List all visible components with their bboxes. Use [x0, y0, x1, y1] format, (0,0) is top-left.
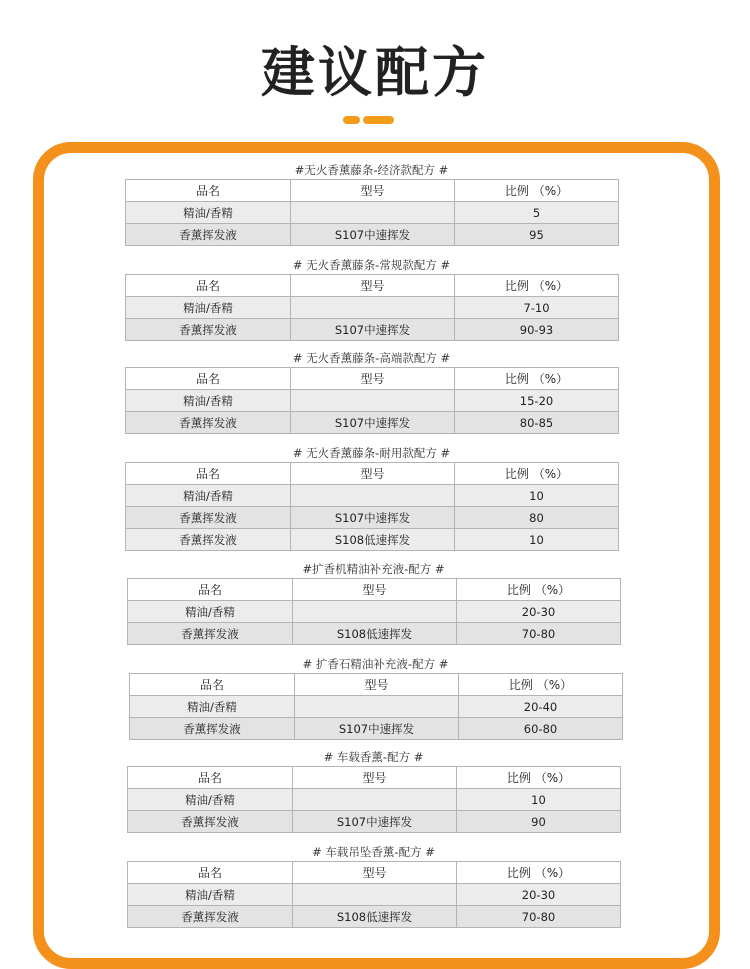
- cell-model: [291, 202, 455, 224]
- cell-name: 精油/香精: [126, 485, 291, 507]
- header-ratio: 比例 （%）: [455, 180, 619, 202]
- header-ratio: 比例 （%）: [457, 579, 621, 601]
- cell-name: 香薰挥发液: [126, 224, 291, 246]
- cell-name: 香薰挥发液: [126, 319, 291, 341]
- header-model: 型号: [293, 579, 457, 601]
- table-row: [126, 297, 619, 319]
- cell-model: S107中速挥发: [291, 507, 455, 529]
- table-header-row: [128, 767, 621, 789]
- table-row: [130, 718, 623, 740]
- recipe-table: [125, 367, 619, 434]
- cell-ratio: 60-80: [459, 718, 623, 740]
- table-header-row: [126, 368, 619, 390]
- cell-ratio: 20-30: [457, 884, 621, 906]
- table-header-row: [126, 180, 619, 202]
- cell-name: 精油/香精: [126, 390, 291, 412]
- cell-ratio: 70-80: [457, 623, 621, 645]
- cell-name: 香薰挥发液: [126, 507, 291, 529]
- table-row: [130, 696, 623, 718]
- table-row: [126, 390, 619, 412]
- cell-ratio: 10: [455, 485, 619, 507]
- section-title: # 无火香薰藤条-常规款配方 #: [292, 258, 451, 272]
- cell-name: 精油/香精: [128, 884, 293, 906]
- cell-name: 精油/香精: [126, 202, 291, 224]
- header-name: 品名: [126, 275, 291, 297]
- cell-name: 香薰挥发液: [126, 412, 291, 434]
- cell-name: 精油/香精: [130, 696, 295, 718]
- header-name: 品名: [128, 767, 293, 789]
- cell-model: S107中速挥发: [291, 224, 455, 246]
- recipe-table: [127, 578, 621, 645]
- section-title: # 无火香薰藤条-耐用款配方 #: [292, 446, 451, 460]
- table-row: [128, 811, 621, 833]
- cell-model: [291, 390, 455, 412]
- recipe-table: [125, 274, 619, 341]
- table-header-row: [128, 862, 621, 884]
- header-ratio: 比例 （%）: [457, 862, 621, 884]
- cell-model: S108低速挥发: [291, 529, 455, 551]
- table-header-row: [126, 463, 619, 485]
- cell-ratio: 10: [457, 789, 621, 811]
- section-title: #扩香机精油补充液-配方 #: [302, 562, 445, 576]
- table-header-row: [128, 579, 621, 601]
- cell-model: [291, 485, 455, 507]
- recipe-section: [125, 161, 618, 246]
- header-name: 品名: [126, 368, 291, 390]
- cell-name: 香薰挥发液: [130, 718, 295, 740]
- title-decoration: [343, 116, 403, 124]
- recipe-section: [127, 748, 620, 833]
- recipe-section: [125, 256, 618, 341]
- header-ratio: 比例 （%）: [459, 674, 623, 696]
- section-title: # 车载吊坠香薰-配方 #: [312, 845, 435, 859]
- cell-model: S107中速挥发: [291, 319, 455, 341]
- cell-ratio: 20-30: [457, 601, 621, 623]
- cell-model: S107中速挥发: [291, 412, 455, 434]
- cell-ratio: 20-40: [459, 696, 623, 718]
- section-title: #无火香薰藤条-经济款配方 #: [294, 163, 449, 177]
- header-ratio: 比例 （%）: [455, 368, 619, 390]
- cell-name: 香薰挥发液: [128, 623, 293, 645]
- header-model: 型号: [291, 180, 455, 202]
- table-row: [126, 529, 619, 551]
- decoration-pill-short: [343, 116, 360, 124]
- table-row: [128, 789, 621, 811]
- header-name: 品名: [128, 862, 293, 884]
- cell-model: [295, 696, 459, 718]
- header-name: 品名: [126, 463, 291, 485]
- table-row: [128, 623, 621, 645]
- table-row: [126, 319, 619, 341]
- cell-ratio: 80-85: [455, 412, 619, 434]
- table-row: [126, 224, 619, 246]
- decoration-pill-long: [363, 116, 394, 124]
- cell-name: 香薰挥发液: [128, 811, 293, 833]
- header-model: 型号: [291, 275, 455, 297]
- header-model: 型号: [291, 463, 455, 485]
- table-row: [128, 884, 621, 906]
- cell-ratio: 80: [455, 507, 619, 529]
- page-title: 建议配方: [261, 41, 489, 104]
- table-row: [126, 202, 619, 224]
- cell-name: 精油/香精: [126, 297, 291, 319]
- cell-model: [293, 601, 457, 623]
- cell-ratio: 90: [457, 811, 621, 833]
- recipe-section: [125, 349, 618, 434]
- table-row: [126, 412, 619, 434]
- table-header-row: [130, 674, 623, 696]
- table-row: [128, 601, 621, 623]
- section-title: # 车载香薰-配方 #: [323, 750, 424, 764]
- cell-ratio: 5: [455, 202, 619, 224]
- recipe-section: [127, 560, 620, 645]
- table-row: [126, 485, 619, 507]
- section-title: # 无火香薰藤条-高端款配方 #: [292, 351, 451, 365]
- recipe-table: [127, 861, 621, 928]
- cell-model: [293, 884, 457, 906]
- header-name: 品名: [130, 674, 295, 696]
- cell-model: S107中速挥发: [293, 811, 457, 833]
- header-name: 品名: [126, 180, 291, 202]
- cell-model: [293, 789, 457, 811]
- header-ratio: 比例 （%）: [455, 275, 619, 297]
- cell-model: [291, 297, 455, 319]
- header-ratio: 比例 （%）: [457, 767, 621, 789]
- cell-model: S108低速挥发: [293, 906, 457, 928]
- header-model: 型号: [293, 862, 457, 884]
- cell-model: S107中速挥发: [295, 718, 459, 740]
- recipe-section: [125, 444, 618, 551]
- header-model: 型号: [291, 368, 455, 390]
- cell-name: 香薰挥发液: [128, 906, 293, 928]
- cell-name: 精油/香精: [128, 789, 293, 811]
- recipe-section: [129, 655, 622, 740]
- header-model: 型号: [295, 674, 459, 696]
- cell-ratio: 7-10: [455, 297, 619, 319]
- cell-ratio: 15-20: [455, 390, 619, 412]
- recipe-section: [127, 843, 620, 928]
- recipe-table: [125, 462, 619, 551]
- table-row: [128, 906, 621, 928]
- recipe-table: [129, 673, 623, 740]
- cell-model: S108低速挥发: [293, 623, 457, 645]
- cell-ratio: 95: [455, 224, 619, 246]
- cell-ratio: 70-80: [457, 906, 621, 928]
- table-row: [126, 507, 619, 529]
- cell-ratio: 90-93: [455, 319, 619, 341]
- table-header-row: [126, 275, 619, 297]
- header-model: 型号: [293, 767, 457, 789]
- recipe-table: [125, 179, 619, 246]
- cell-name: 精油/香精: [128, 601, 293, 623]
- cell-name: 香薰挥发液: [126, 529, 291, 551]
- header-name: 品名: [128, 579, 293, 601]
- header-ratio: 比例 （%）: [455, 463, 619, 485]
- section-title: # 扩香石精油补充液-配方 #: [302, 657, 449, 671]
- recipe-table: [127, 766, 621, 833]
- cell-ratio: 10: [455, 529, 619, 551]
